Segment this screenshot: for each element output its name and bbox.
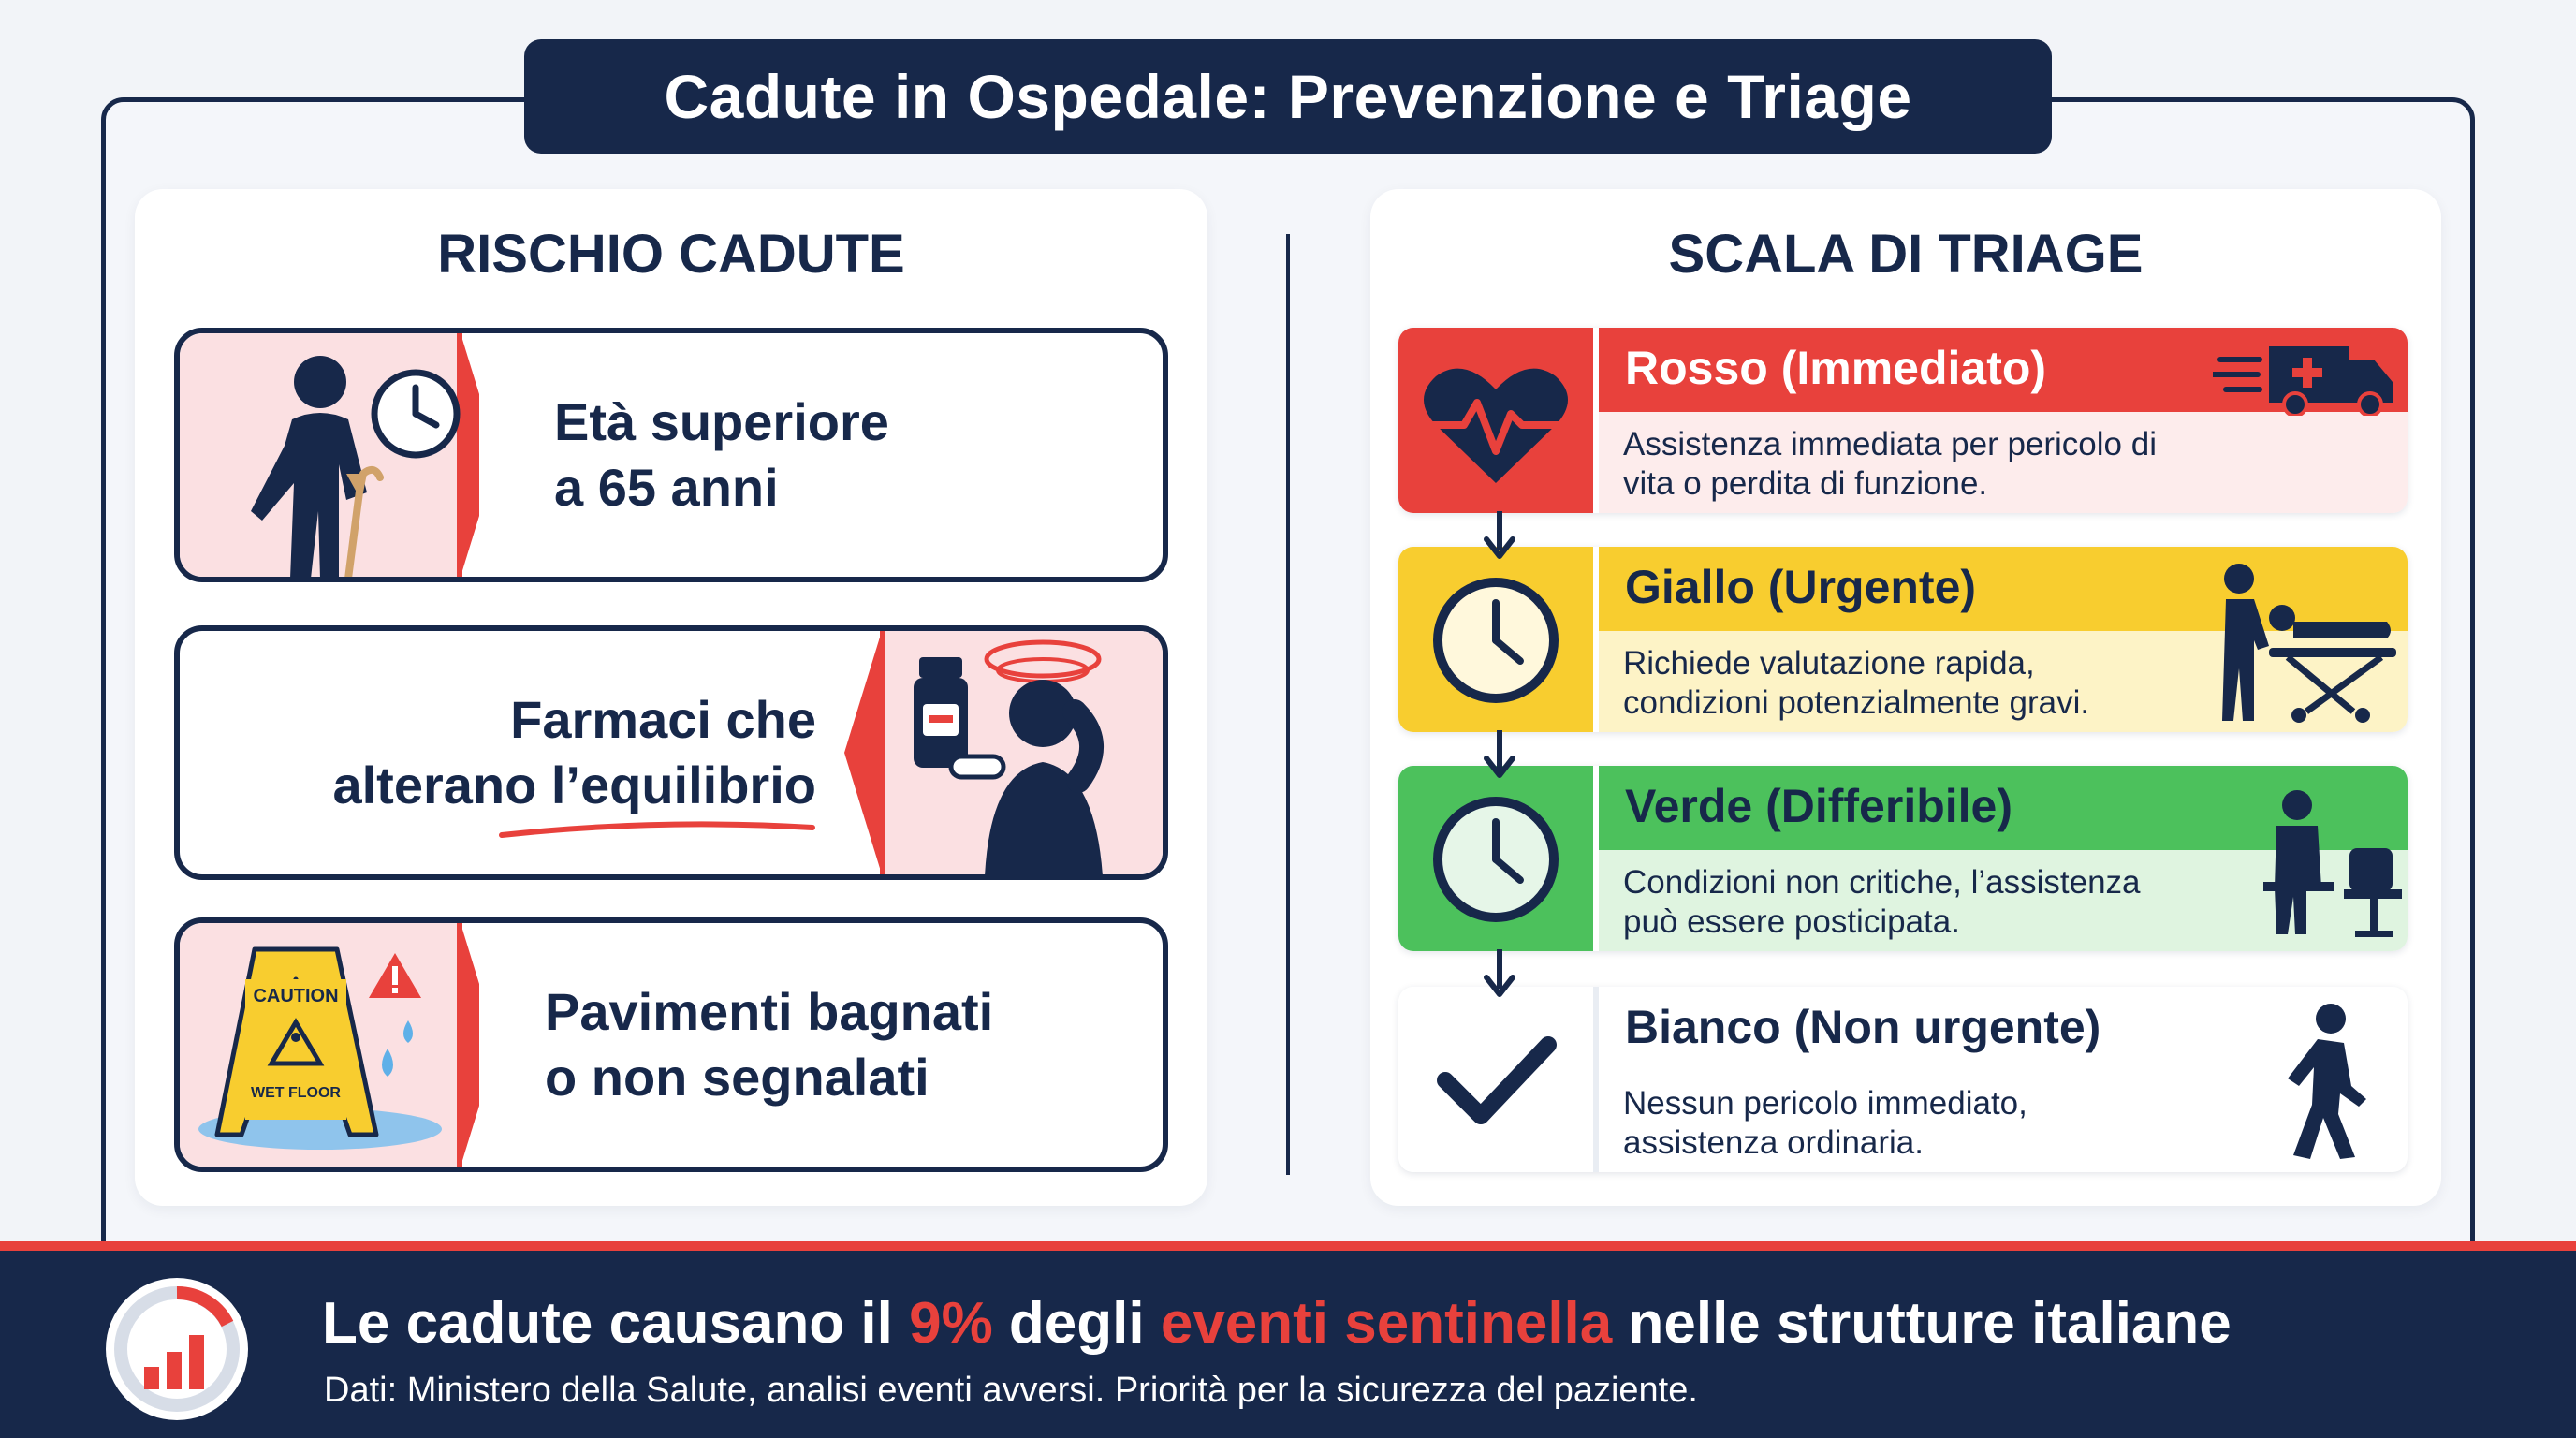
walking-person-icon <box>2273 1002 2376 1161</box>
heart-pulse-icon <box>1398 328 1593 513</box>
footer-banner <box>0 1241 2576 1438</box>
triage-desc-line2: vita o perdita di funzione. <box>1623 465 1988 502</box>
footer-text-part: nelle strutture italiane <box>1612 1291 2232 1356</box>
footer-highlight: eventi sentinella <box>1160 1291 1613 1356</box>
triage-desc-line1: Richiede valutazione rapida, <box>1623 645 2035 682</box>
footer-text-part: Le cadute causano il <box>322 1291 910 1356</box>
wet-floor-sign-icon <box>180 923 479 1167</box>
risk-card-line1: Età superiore <box>554 392 889 451</box>
wet-floor-sign-bottom: WET FLOOR <box>251 1085 341 1101</box>
page-title <box>524 39 2052 154</box>
footer-main-statement <box>322 1290 2232 1357</box>
risk-card-text <box>554 333 1134 577</box>
triage-desc-line1: Condizioni non critiche, l’assistenza <box>1623 864 2141 901</box>
arrow-down-icon <box>1481 728 1518 783</box>
footer-text-part: degli <box>992 1291 1161 1356</box>
medication-dizziness-icon <box>826 631 1163 874</box>
triage-desc-line1: Nessun pericolo immediato, <box>1623 1085 2027 1122</box>
risk-panel <box>135 189 1208 1206</box>
triage-level-title: Verde (Differibile) <box>1625 780 2012 832</box>
arrow-down-icon <box>1481 509 1518 564</box>
triage-level-red <box>1398 328 2408 513</box>
triage-level-white <box>1398 987 2408 1172</box>
waiting-person-icon <box>2260 785 2408 944</box>
wet-floor-sign-top: CAUTION <box>253 986 339 1006</box>
triage-level-title: Bianco (Non urgente) <box>1625 1001 2101 1053</box>
stretcher-icon <box>2213 556 2400 725</box>
triage-level-yellow <box>1398 547 2408 732</box>
triage-level-title: Rosso (Immediato) <box>1625 342 2047 394</box>
ambulance-icon <box>2213 331 2400 416</box>
triage-level-title: Giallo (Urgente) <box>1625 561 1977 613</box>
arrow-down-icon <box>1481 947 1518 1002</box>
page-title-text: Cadute in Ospedale: Prevenzione e Triage <box>664 62 1912 131</box>
triage-level-desc <box>1623 644 2089 723</box>
triage-separator <box>1593 987 1599 1172</box>
triage-level-green <box>1398 766 2408 951</box>
triage-panel-heading: SCALA DI TRIAGE <box>1668 224 2144 285</box>
elderly-person-with-clock-icon <box>180 333 479 577</box>
triage-panel <box>1370 189 2441 1206</box>
triage-desc-line2: può essere posticipata. <box>1623 903 1960 940</box>
risk-card-line2: o non segnalati <box>545 1048 929 1107</box>
underline-squiggle <box>498 814 816 843</box>
panel-divider <box>1286 234 1290 1175</box>
risk-card-line2: a 65 anni <box>554 458 779 517</box>
risk-card-line1: Pavimenti bagnati <box>545 982 994 1041</box>
triage-desc-line2: assistenza ordinaria. <box>1623 1124 1924 1161</box>
risk-card-line1: Farmaci che <box>510 690 816 749</box>
triage-level-desc <box>1623 863 2141 942</box>
risk-card-text <box>545 923 1134 1167</box>
risk-panel-heading: RISCHIO CADUTE <box>437 224 905 285</box>
risk-card-line2: alterano l’equilibrio <box>332 756 816 814</box>
triage-level-desc <box>1623 425 2157 504</box>
risk-card-medication <box>174 625 1168 880</box>
triage-desc-line2: condizioni potenzialmente gravi. <box>1623 684 2090 721</box>
footer-percentage: 9% <box>909 1291 993 1356</box>
triage-desc-line1: Assistenza immediata per pericolo di <box>1623 426 2157 462</box>
checkmark-icon <box>1398 987 1593 1172</box>
risk-card-wet-floor <box>174 917 1168 1172</box>
clock-icon <box>1398 766 1593 951</box>
footer-source-note: Dati: Ministero della Salute, analisi eventi avversi. Priorità per la sicurezza del paziente. <box>324 1371 1698 1410</box>
bar-chart-gauge-icon <box>97 1269 256 1429</box>
triage-level-desc <box>1623 1084 2027 1163</box>
clock-icon <box>1398 547 1593 732</box>
risk-card-age <box>174 328 1168 582</box>
